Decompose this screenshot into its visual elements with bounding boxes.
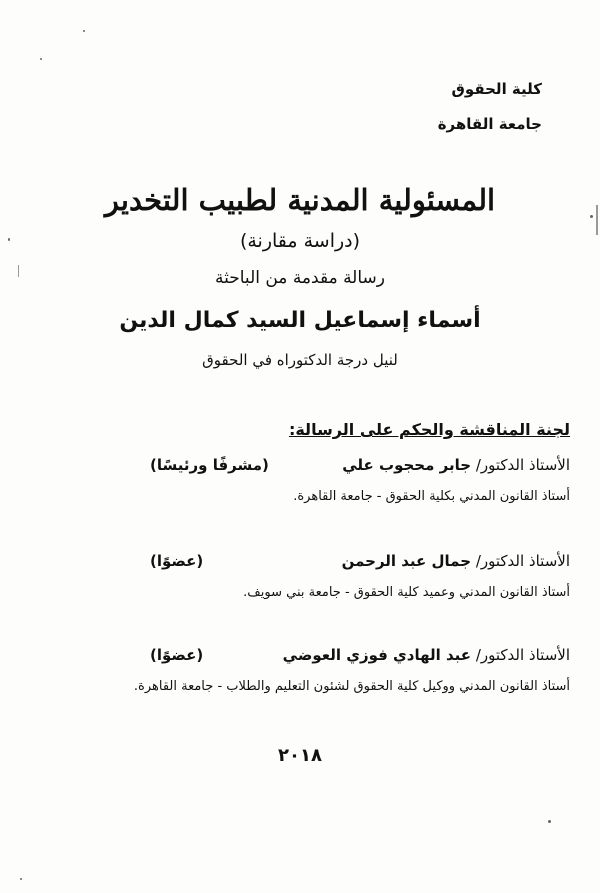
member-role: (عضوًا) xyxy=(150,552,204,570)
scan-speck xyxy=(548,820,551,823)
member-name: عبد الهادي فوزي العوضي xyxy=(282,646,472,664)
author-name: أسماء إسماعيل السيد كمال الدين xyxy=(119,308,481,333)
member-prefix-name xyxy=(342,456,570,474)
committee-member-1 xyxy=(150,456,570,474)
member-role: (مشرفًا ورئيسًا) xyxy=(150,456,269,474)
committee-member-2 xyxy=(150,552,570,570)
member-prefix-name xyxy=(283,646,570,664)
faculty-name: كلية الحقوق xyxy=(451,80,542,98)
member-prefix: الأستاذ الدكتور/ xyxy=(475,552,570,570)
thesis-subtitle: (دراسة مقارنة) xyxy=(239,230,361,252)
university-name: جامعة القاهرة xyxy=(437,115,542,133)
thesis-title: المسئولية المدنية لطبيب التخدير xyxy=(104,183,496,217)
member-description: أستاذ القانون المدني بكلية الحقوق - جامعة القاهرة. xyxy=(293,489,570,504)
member-description: أستاذ القانون المدني ووكيل كلية الحقوق لشئون التعليم والطلاب - جامعة القاهرة. xyxy=(133,679,570,694)
committee-member-3 xyxy=(150,646,570,664)
member-name: جمال عبد الرحمن xyxy=(341,552,472,570)
degree-line: لنيل درجة الدكتوراه في الحقوق xyxy=(202,351,398,369)
committee-heading: لجنة المناقشة والحكم على الرسالة: xyxy=(288,420,570,439)
member-name: جابر محجوب علي xyxy=(342,456,472,474)
member-description: أستاذ القانون المدني وعميد كلية الحقوق - جامعة بني سويف. xyxy=(243,585,570,600)
scan-speck xyxy=(20,878,22,880)
member-prefix: الأستاذ الدكتور/ xyxy=(475,646,570,664)
scan-speck xyxy=(40,58,42,60)
presented-by-line: رسالة مقدمة من الباحثة xyxy=(215,268,385,288)
member-role: (عضوًا) xyxy=(150,646,204,664)
scan-speck xyxy=(83,30,85,32)
year: ٢٠١٨ xyxy=(278,745,322,766)
member-prefix-name xyxy=(342,552,570,570)
member-prefix: الأستاذ الدكتور/ xyxy=(475,456,570,474)
